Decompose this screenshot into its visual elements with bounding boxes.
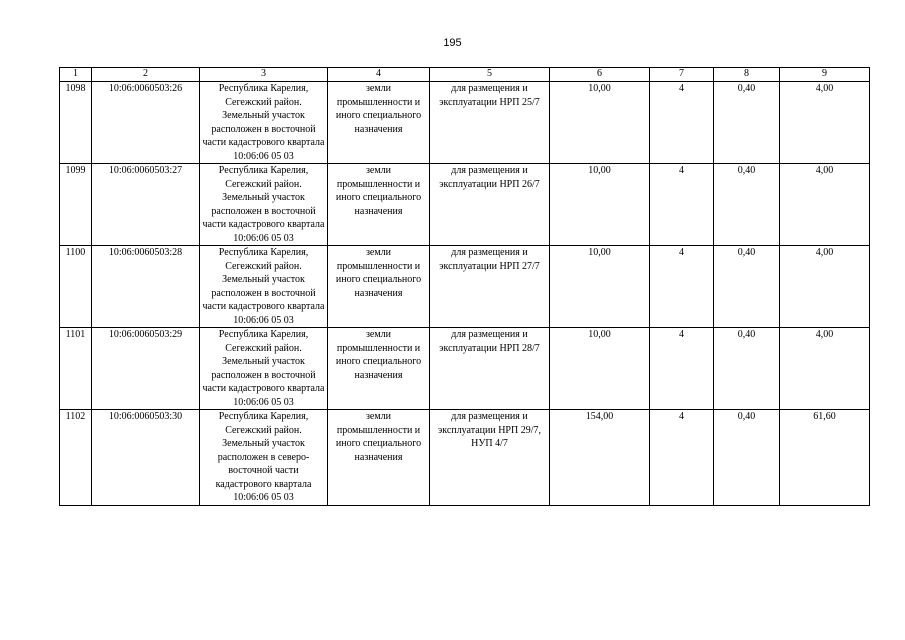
row-number: 1101 bbox=[60, 328, 92, 410]
col-7-value: 4 bbox=[650, 82, 714, 164]
cadastral-number: 10:06:0060503:28 bbox=[92, 246, 200, 328]
table-row bbox=[60, 328, 870, 410]
cadastral-number: 10:06:0060503:26 bbox=[92, 82, 200, 164]
permitted-use: для размещения и эксплуатации НРП 29/7, НУП 4/7 bbox=[430, 410, 550, 506]
row-number: 1100 bbox=[60, 246, 92, 328]
land-category: земли промышленности и иного специального назначения bbox=[328, 246, 430, 328]
table-row bbox=[60, 82, 870, 164]
col-8-value: 0,40 bbox=[714, 164, 780, 246]
col-7-value: 4 bbox=[650, 246, 714, 328]
cadastral-number: 10:06:0060503:30 bbox=[92, 410, 200, 506]
col-8-value: 0,40 bbox=[714, 246, 780, 328]
land-category: земли промышленности и иного специального назначения bbox=[328, 410, 430, 506]
col-header-8: 8 bbox=[714, 68, 780, 82]
permitted-use: для размещения и эксплуатации НРП 26/7 bbox=[430, 164, 550, 246]
permitted-use: для размещения и эксплуатации НРП 27/7 bbox=[430, 246, 550, 328]
plot-location: Республика Карелия, Сегежский район. Земельный участок расположен в восточной части кадастрового квартала 10:06:06 05 03 bbox=[200, 328, 328, 410]
page-number: 195 bbox=[443, 37, 462, 49]
col-header-4: 4 bbox=[328, 68, 430, 82]
col-9-value: 61,60 bbox=[780, 410, 870, 506]
plot-location: Республика Карелия, Сегежский район. Земельный участок расположен в восточной части кадастрового квартала 10:06:06 05 03 bbox=[200, 82, 328, 164]
row-number: 1099 bbox=[60, 164, 92, 246]
col-7-value: 4 bbox=[650, 164, 714, 246]
land-category: земли промышленности и иного специального назначения bbox=[328, 328, 430, 410]
col-header-3: 3 bbox=[200, 68, 328, 82]
col-7-value: 4 bbox=[650, 410, 714, 506]
col-6-value: 10,00 bbox=[550, 328, 650, 410]
col-9-value: 4,00 bbox=[780, 246, 870, 328]
col-6-value: 10,00 bbox=[550, 82, 650, 164]
col-header-1: 1 bbox=[60, 68, 92, 82]
row-number: 1102 bbox=[60, 410, 92, 506]
col-8-value: 0,40 bbox=[714, 82, 780, 164]
col-header-9: 9 bbox=[780, 68, 870, 82]
plot-location: Республика Карелия, Сегежский район. Земельный участок расположен в восточной части кадастрового квартала 10:06:06 05 03 bbox=[200, 164, 328, 246]
col-6-value: 10,00 bbox=[550, 246, 650, 328]
land-category: земли промышленности и иного специального назначения bbox=[328, 164, 430, 246]
table-header-row bbox=[60, 68, 870, 82]
col-header-2: 2 bbox=[92, 68, 200, 82]
col-header-6: 6 bbox=[550, 68, 650, 82]
col-8-value: 0,40 bbox=[714, 328, 780, 410]
permitted-use: для размещения и эксплуатации НРП 28/7 bbox=[430, 328, 550, 410]
table-row bbox=[60, 246, 870, 328]
plot-location: Республика Карелия, Сегежский район. Земельный участок расположен в северо-восточной части кадастрового квартала 10:06:06 05 03 bbox=[200, 410, 328, 506]
col-header-7: 7 bbox=[650, 68, 714, 82]
col-9-value: 4,00 bbox=[780, 164, 870, 246]
table-row bbox=[60, 410, 870, 506]
col-6-value: 10,00 bbox=[550, 164, 650, 246]
table-row bbox=[60, 164, 870, 246]
land-category: земли промышленности и иного специального назначения bbox=[328, 82, 430, 164]
cadastral-number: 10:06:0060503:27 bbox=[92, 164, 200, 246]
plot-location: Республика Карелия, Сегежский район. Земельный участок расположен в восточной части кадастрового квартала 10:06:06 05 03 bbox=[200, 246, 328, 328]
row-number: 1098 bbox=[60, 82, 92, 164]
col-6-value: 154,00 bbox=[550, 410, 650, 506]
col-9-value: 4,00 bbox=[780, 82, 870, 164]
col-8-value: 0,40 bbox=[714, 410, 780, 506]
permitted-use: для размещения и эксплуатации НРП 25/7 bbox=[430, 82, 550, 164]
col-header-5: 5 bbox=[430, 68, 550, 82]
land-plots-table bbox=[59, 67, 870, 506]
col-7-value: 4 bbox=[650, 328, 714, 410]
cadastral-number: 10:06:0060503:29 bbox=[92, 328, 200, 410]
col-9-value: 4,00 bbox=[780, 328, 870, 410]
